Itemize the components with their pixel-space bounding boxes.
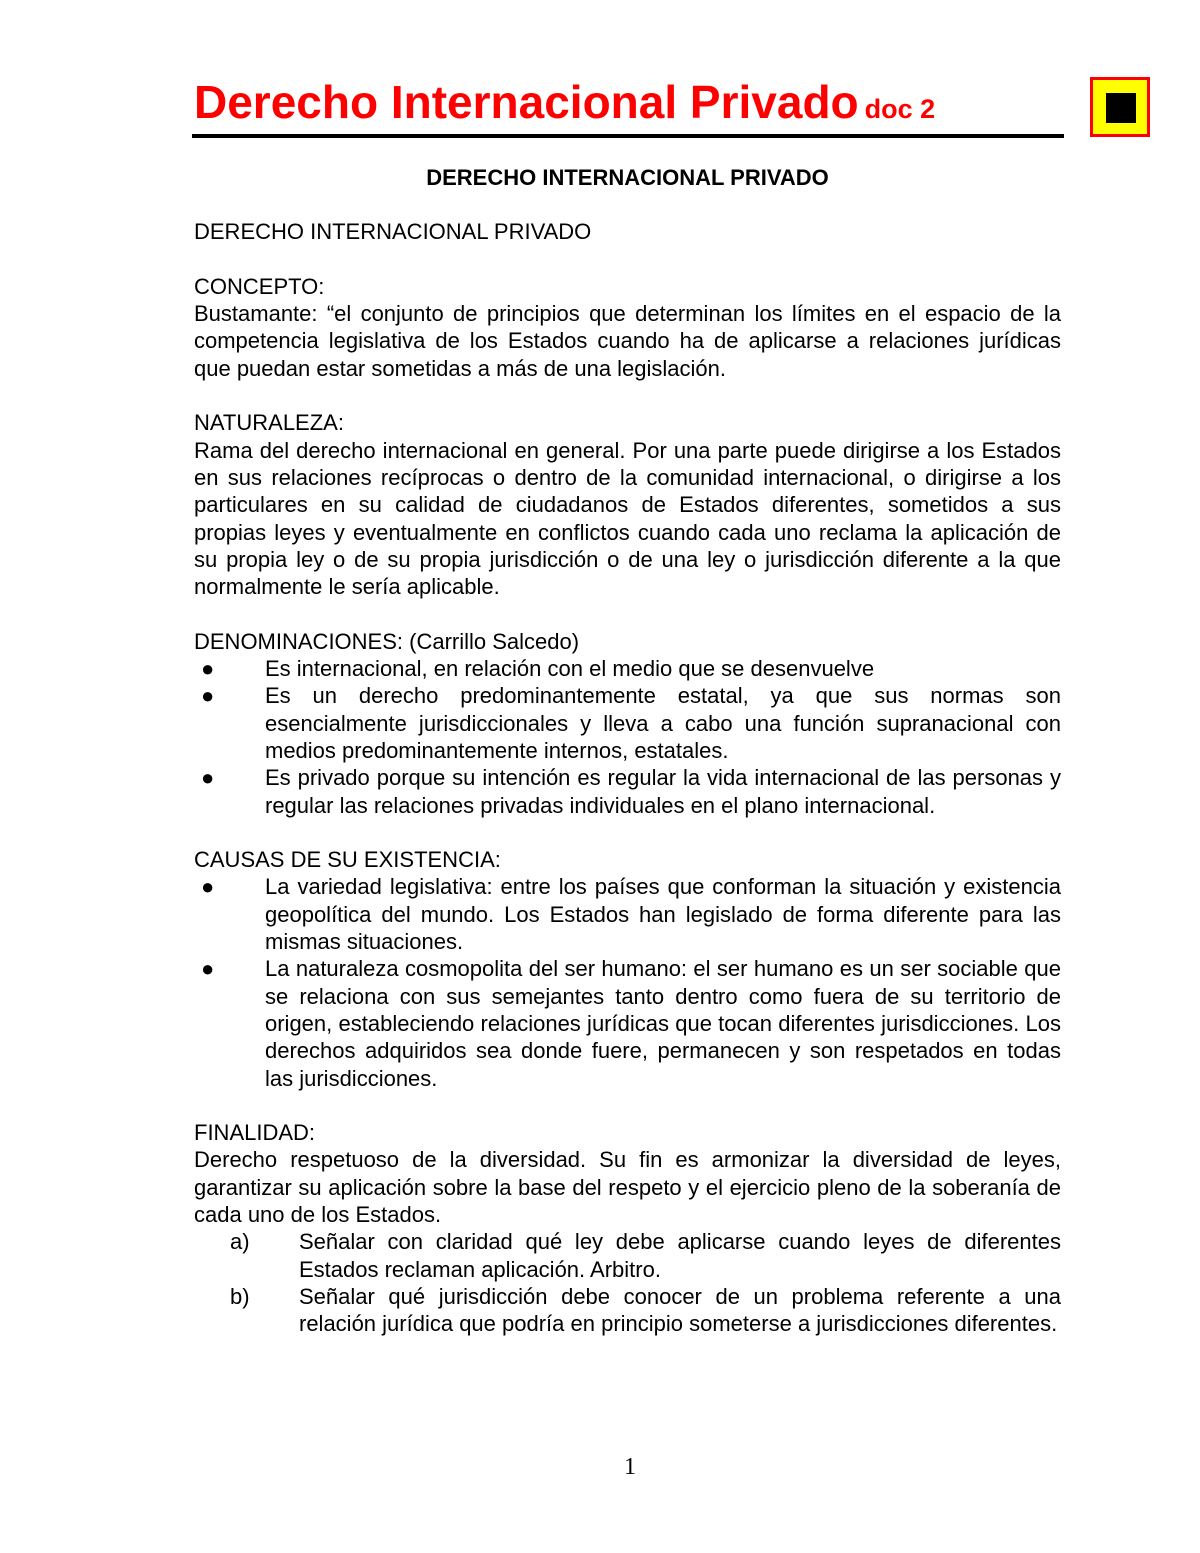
section-text: Bustamante: “el conjunto de principios que determinan los límites en el espacio de la competencia legislativa de los Estados cuando ha de aplicarse a relaciones jurídicas que puedan estar sometidas a más de una legislación. bbox=[194, 301, 1061, 381]
list-item bbox=[194, 1283, 1061, 1338]
bullet-list bbox=[194, 655, 1061, 819]
list-item bbox=[194, 955, 1061, 1091]
list-item bbox=[194, 873, 1061, 955]
section-heading: DENOMINACIONES: (Carrillo Salcedo) bbox=[194, 628, 580, 654]
subtitle: DERECHO INTERNACIONAL PRIVADO bbox=[194, 219, 592, 245]
list-item bbox=[194, 1228, 1061, 1283]
list-letter: a) bbox=[230, 1229, 250, 1255]
list-item bbox=[194, 655, 1061, 682]
header-title bbox=[194, 74, 935, 137]
section-naturaleza bbox=[194, 409, 1061, 600]
section-causas bbox=[194, 846, 1061, 1092]
list-letter: b) bbox=[230, 1283, 250, 1309]
bullet-icon: ● bbox=[201, 656, 215, 682]
list-item-text: Es internacional, en relación con el medio que se desenvuelve bbox=[265, 656, 875, 682]
bullet-icon: ● bbox=[201, 765, 215, 791]
main-title: DERECHO INTERNACIONAL PRIVADO bbox=[426, 165, 829, 190]
section-heading: NATURALEZA: bbox=[194, 410, 344, 436]
bullet-list bbox=[194, 873, 1061, 1091]
section-concepto bbox=[194, 273, 1061, 382]
section-finalidad bbox=[194, 1119, 1061, 1337]
list-item-text: Es un derecho predominantemente estatal, ya que sus normas son esencialmente jurisdiccionales y lleva a cabo una función supranacional con medios predominantemente internos, estatales. bbox=[265, 683, 1061, 763]
header-title-text: Derecho Internacional Privado bbox=[194, 76, 859, 128]
section-text: Derecho respetuoso de la diversidad. Su fin es armonizar la diversidad de leyes, garantizar su aplicación sobre la base del respeto y el ejercicio pleno de la soberanía de cada uno de los Estados. bbox=[194, 1147, 1061, 1227]
black-square-icon bbox=[1106, 93, 1136, 123]
bullet-icon: ● bbox=[201, 956, 215, 982]
document-header bbox=[192, 72, 1064, 138]
list-item-text: Señalar con claridad qué ley debe aplicarse cuando leyes de diferentes Estados reclaman aplicación. Arbitro. bbox=[299, 1229, 1061, 1282]
list-item bbox=[194, 764, 1061, 819]
section-heading: CAUSAS DE SU EXISTENCIA: bbox=[194, 847, 501, 873]
document-body bbox=[194, 164, 1061, 1337]
list-item-text: Señalar qué jurisdicción debe conocer de un problema referente a una relación jurídica que podría en principio someterse a jurisdicciones diferentes. bbox=[299, 1283, 1061, 1337]
page-number: 1 bbox=[624, 1454, 636, 1480]
section-heading: FINALIDAD: bbox=[194, 1120, 316, 1146]
header-badge bbox=[1090, 77, 1150, 137]
section-denominaciones bbox=[194, 628, 1061, 819]
list-item bbox=[194, 682, 1061, 764]
section-text: Rama del derecho internacional en general. Por una parte puede dirigirse a los Estados en sus relaciones recíprocas o dentro de la comunidad internacional, o dirigirse a los particulares en su calidad de ciudadanos de Estados diferentes, sometidos a sus propias leyes y eventualmente en conflictos cuando cada uno reclama la aplicación de su propia ley o de su propia jurisdicción o de una ley o jurisdicción diferente a la que normalmente le sería aplicable. bbox=[194, 437, 1061, 600]
header-doc-label: doc 2 bbox=[864, 94, 936, 124]
bullet-icon: ● bbox=[201, 683, 215, 709]
lettered-list bbox=[194, 1228, 1061, 1337]
section-heading: CONCEPTO: bbox=[194, 273, 325, 299]
list-item-text: La naturaleza cosmopolita del ser humano: el ser humano es un ser sociable que se relaciona con sus semejantes tanto dentro como fuera de su territorio de origen, estableciendo relaciones jurídicas que tocan diferentes jurisdicciones. Los derechos adquiridos sea donde fuere, permanecen y son respetados en todas las jurisdicciones. bbox=[265, 956, 1061, 1091]
list-item-text: Es privado porque su intención es regular la vida internacional de las personas y regular las relaciones privadas individuales en el plano internacional. bbox=[265, 765, 1061, 818]
bullet-icon: ● bbox=[201, 874, 215, 900]
list-item-text: La variedad legislativa: entre los países que conforman la situación y existencia geopolítica del mundo. Los Estados han legislado de forma diferente para las mismas situaciones. bbox=[265, 874, 1061, 955]
